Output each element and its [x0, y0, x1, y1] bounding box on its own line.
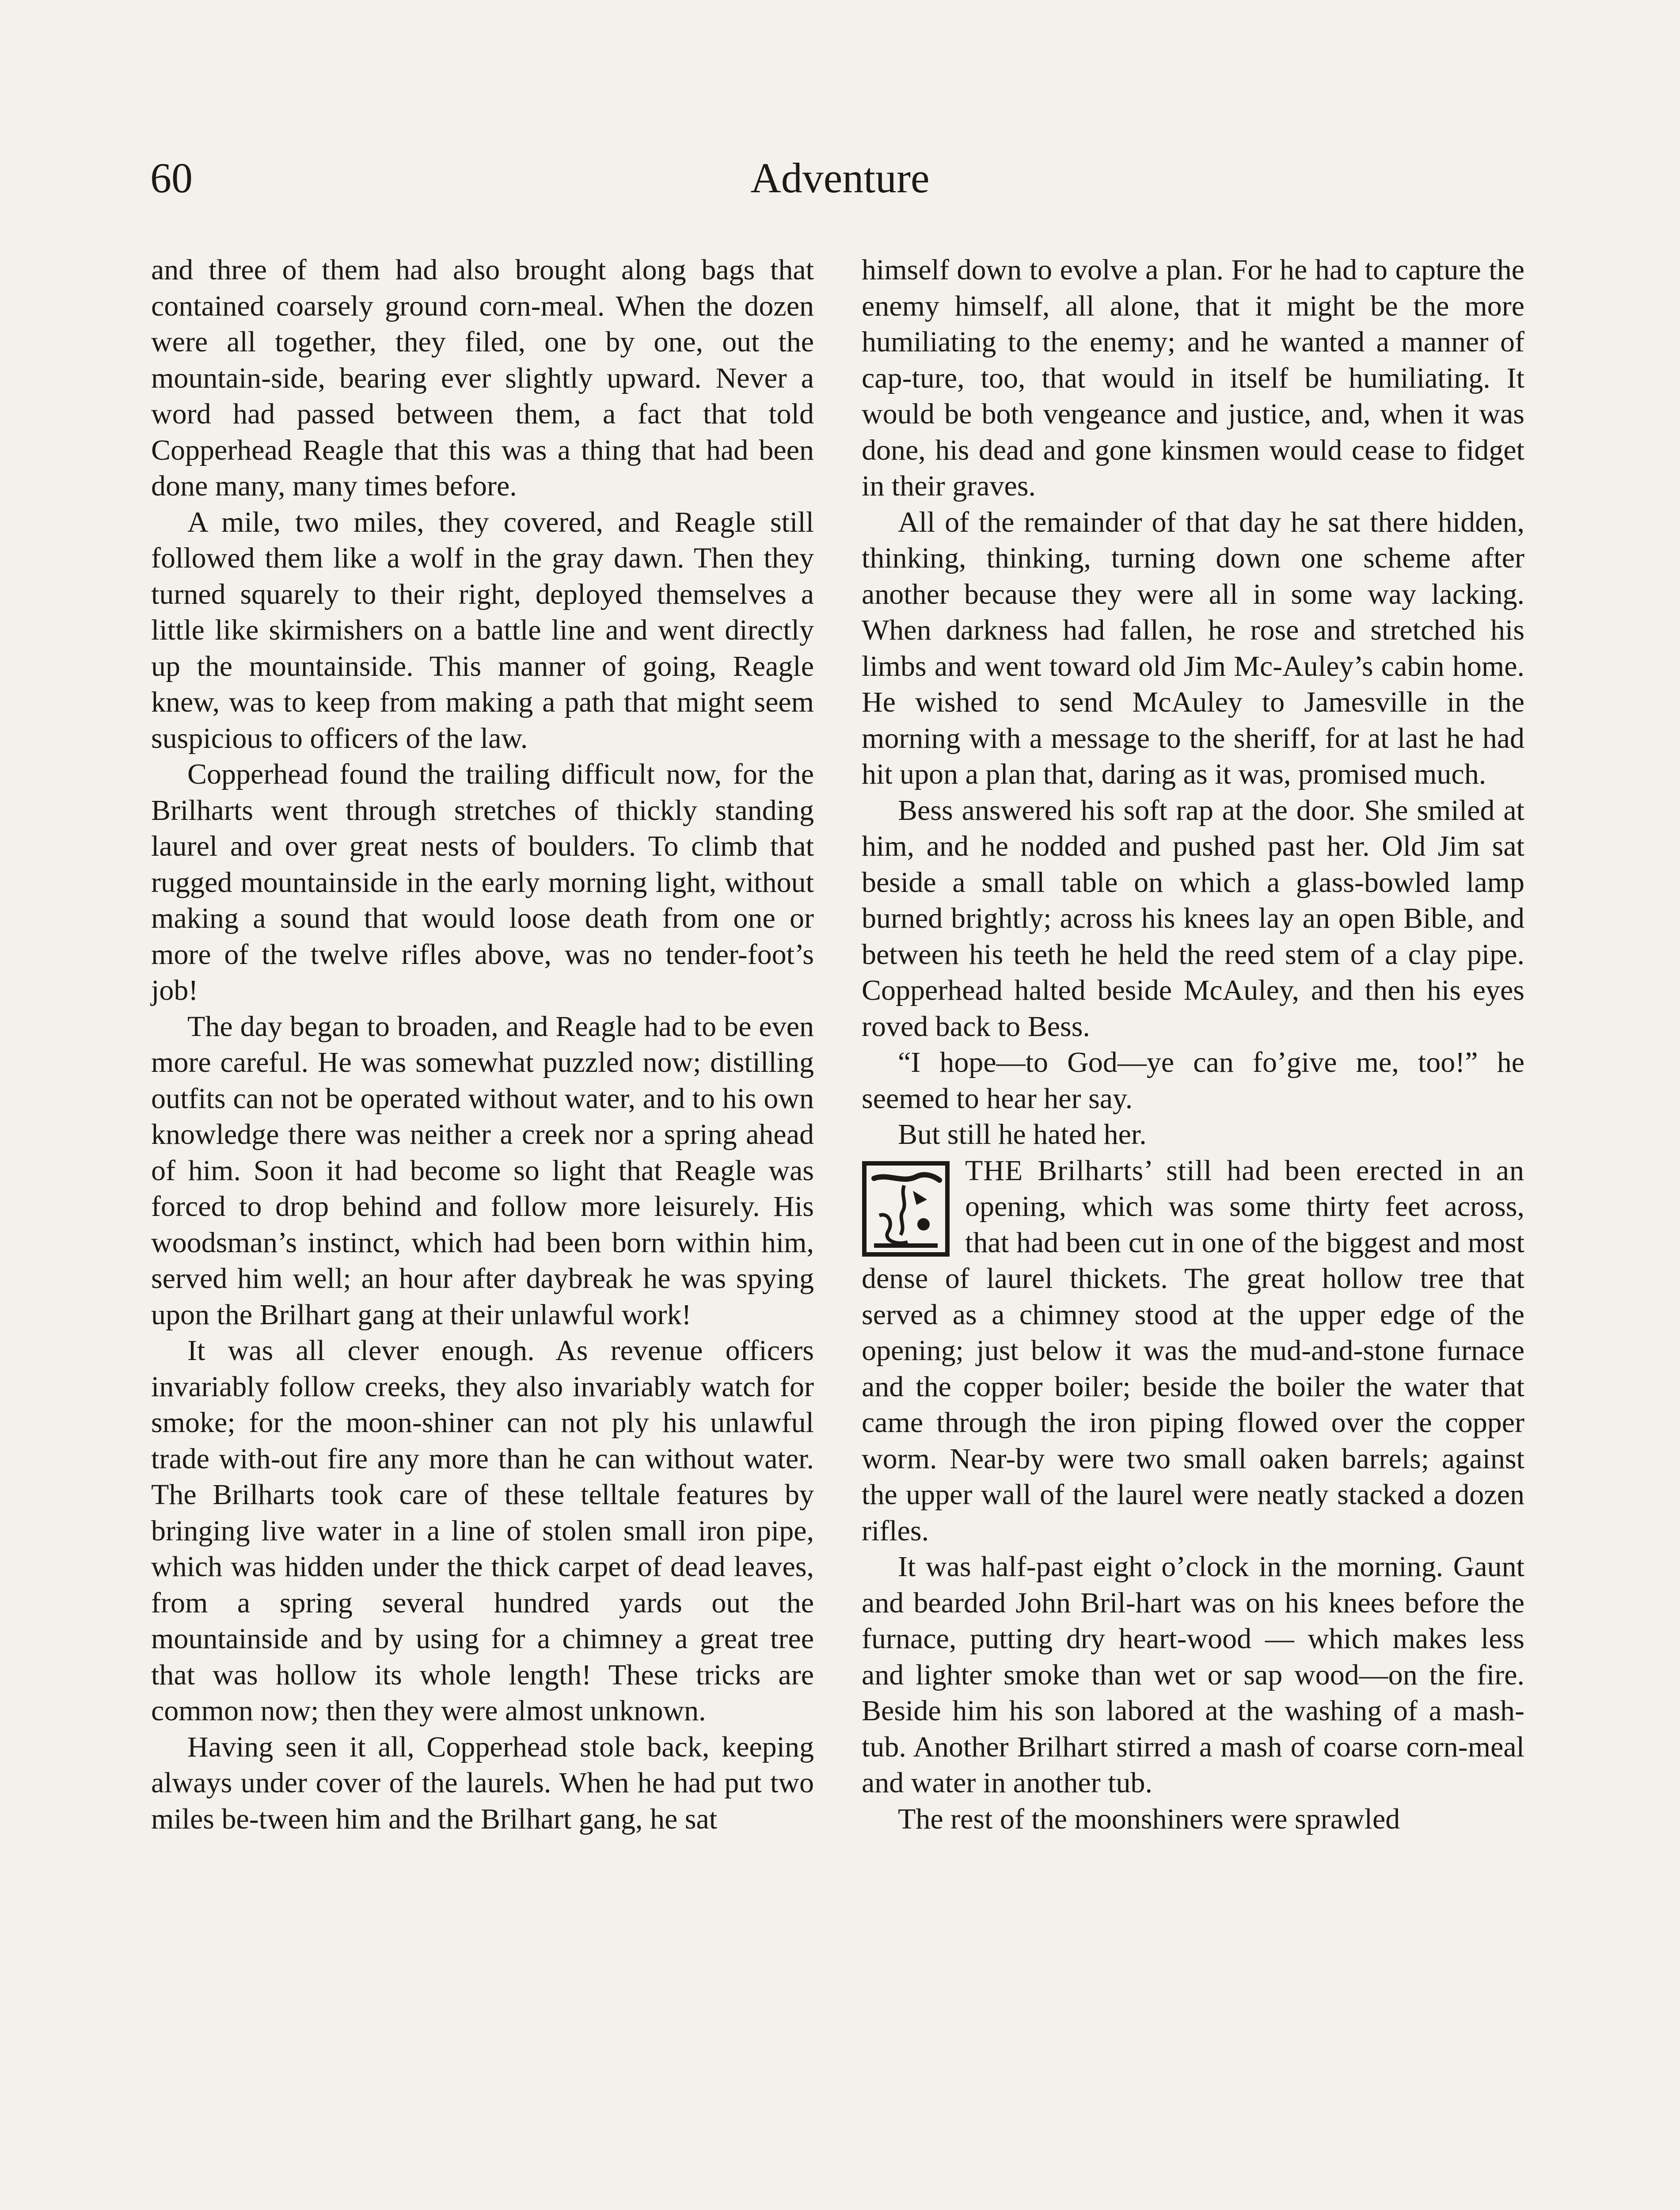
- running-title: Adventure: [750, 154, 930, 202]
- paragraph: “I hope—to God—ye can fo’give me, too!” he seemed to hear her say.: [862, 1046, 1524, 1115]
- paragraph: Copperhead found the trailing difficult now, for the Brilharts went through stretches of thickly standing laurel and over great nests of boulders. To climb that rugged mountainside in the early morning light, without making a sound that would loose death from one or more of the twelve rifles above, was no tender-foot’s job!: [151, 758, 814, 1006]
- paragraph: A mile, two miles, they covered, and Reagle still followed them like a wolf in the gray dawn. Then they turned squarely to their right, deployed themselves a little like skirmishers on a battle line and went directly up the mountainside. This manner of going, Reagle knew, was to keep from making a path that might seem suspicious to officers of the law.: [151, 506, 814, 754]
- paragraph: himself down to evolve a plan. For he had to capture the enemy himself, all alone, that it might be the more humiliating to the enemy; and he wanted a manner of cap-ture, too, that would in itself be humiliating. It would be both vengeance and justice, and, when it was done, his dead and gone kinsmen would cease to fidget in their graves.: [862, 254, 1524, 502]
- ornament-icon: [862, 1161, 950, 1257]
- section-first-paragraph-text: Brilharts’ still had been erected in an opening, which was some thirty feet across, that had been cut in one of the biggest and most dense of laurel thickets. The great hollow tree that served as a chimney stood at the upper edge of the opening; just below it was the mud-and-stone furnace and the copper boiler; beside the boiler the water that came through the iron piping flowed over the copper worm. Near-by were two small oaken barrels; against the upper wall of the laurel were neatly stacked a dozen rifles.: [862, 1154, 1524, 1547]
- section-lead-word: THE: [965, 1154, 1038, 1187]
- paragraph: But still he hated her.: [898, 1118, 1147, 1151]
- paragraph: The rest of the moonshiners were sprawled: [898, 1802, 1400, 1835]
- section-opening-paragraph: [862, 1153, 1524, 1549]
- paragraph: Bess answered his soft rap at the door. She smiled at him, and he nodded and pushed past her. Old Jim sat beside a small table on which a glass-bowled lamp burned brightly; across his knees lay an open Bible, and between his teeth he held the reed stem of a clay pipe. Copperhead halted beside McAuley, and then his eyes roved back to Bess.: [862, 794, 1524, 1043]
- page-number: 60: [150, 154, 193, 202]
- paragraph: All of the remainder of that day he sat there hidden, thinking, thinking, turning down one scheme after another because they were all in some way lacking. When darkness had fallen, he rose and stretched his limbs and went toward old Jim Mc-Auley’s cabin home. He wished to send McAuley to Jamesville in the morning with a message to the sheriff, for at last he had hit upon a plan that, daring as it was, promised much.: [862, 506, 1524, 790]
- paragraph: Having seen it all, Copperhead stole back, keeping always under cover of the laurels. When he had put two miles be-tween him and the Brilhart gang, he sat: [151, 1730, 814, 1835]
- paragraph: The day began to broaden, and Reagle had to be even more careful. He was somewhat puzzled now; distilling outfits can not be operated without water, and to his own knowledge there was neither a creek nor a spring ahead of him. Soon it had become so light that Reagle was forced to drop behind and follow more leisurely. His woodsman’s instinct, which had been born within him, served him well; an hour after daybreak he was spying upon the Brilhart gang at their unlawful work!: [151, 1010, 814, 1331]
- paragraph: It was half-past eight o’clock in the morning. Gaunt and bearded John Bril-hart was on his knees before the furnace, putting dry heart-wood — which makes less and lighter smoke than wet or sap wood—on the fire. Beside him his son labored at the washing of a mash-tub. Another Brilhart stirred a mash of coarse corn-meal and water in another tub.: [862, 1551, 1524, 1799]
- paragraph: It was all clever enough. As revenue officers invariably follow creeks, they also invariably watch for smoke; for the moon-shiner can not ply his unlawful trade with-out fire any more than he can without water. The Brilharts took care of these telltale features by bringing live water in a line of stolen small iron pipe, which was hidden under the thick carpet of dead leaves, from a spring several hundred yards out the mountainside and by using for a chimney a great tree that was hollow its whole length! These tricks are common now; then they were almost unknown.: [151, 1334, 814, 1727]
- right-column: [862, 252, 1524, 1837]
- paragraph: and three of them had also brought along bags that contained coarsely ground corn-meal. When the dozen were all together, they filed, one by one, out the mountain-side, bearing ever slightly upward. Never a word had passed between them, a fact that told Copperhead Reagle that this was a thing that had been done many, many times before.: [151, 254, 814, 502]
- left-column: [151, 252, 814, 1837]
